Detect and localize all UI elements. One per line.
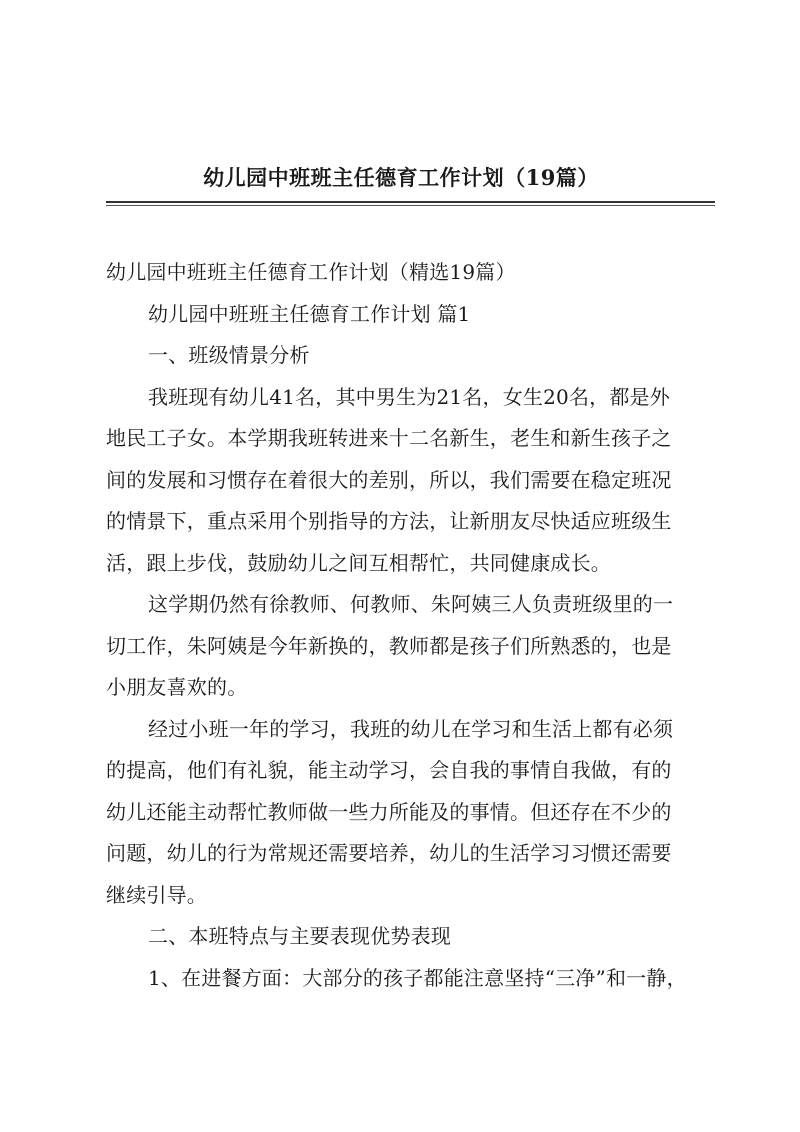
paragraph-line: 幼儿还能主动帮忙教师做一些力所能及的事情。但还存在不少的	[106, 799, 672, 824]
section-heading: 幼儿园中班班主任德育工作计划 篇1	[148, 301, 471, 326]
document-title: 幼儿园中班班主任德育工作计划（19篇）	[203, 165, 599, 190]
paragraph-heading: 一、班级情景分析	[148, 343, 310, 367]
paragraph-line: 继续引导。	[106, 882, 207, 907]
subtitle-line: 幼儿园中班班主任德育工作计划（精选19篇）	[106, 260, 516, 284]
paragraph-heading: 二、本班特点与主要表现优势表现	[148, 924, 451, 948]
title-rule-thin	[106, 205, 715, 206]
paragraph-line: 活，跟上步伐，鼓励幼儿之间互相帮忙，共同健康成长。	[106, 550, 611, 575]
paragraph-line: 这学期仍然有徐教师、何教师、朱阿姨三人负责班级里的一	[148, 592, 674, 616]
paragraph-line: 切工作，朱阿姨是今年新换的，教师都是孩子们所熟悉的，也是	[106, 633, 672, 658]
paragraph-line: 1、在进餐方面：大部分的孩子都能注意坚持“三净”和一静，	[148, 965, 687, 990]
paragraph-line: 的提高，他们有礼貌，能主动学习，会自我的事情自我做，有的	[106, 758, 672, 782]
paragraph-line: 问题，幼儿的行为常规还需要培养，幼儿的生活学习习惯还需要	[106, 841, 672, 865]
paragraph-line: 地民工子女。本学期我班转进来十二名新生，老生和新生孩子之	[106, 426, 672, 450]
document-body	[106, 252, 718, 999]
paragraph-line: 经过小班一年的学习，我班的幼儿在学习和生活上都有必须	[148, 716, 674, 741]
title-rule-thick	[106, 201, 715, 203]
paragraph-line: 的情景下，重点采用个别指导的方法，让新朋友尽快适应班级生	[106, 509, 672, 533]
paragraph-line: 间的发展和习惯存在着很大的差别，所以，我们需要在稳定班况	[106, 467, 672, 492]
paragraph-line: 我班现有幼儿41名，其中男生为21名，女生20名，都是外	[148, 384, 670, 409]
paragraph-line: 小朋友喜欢的。	[106, 675, 248, 699]
